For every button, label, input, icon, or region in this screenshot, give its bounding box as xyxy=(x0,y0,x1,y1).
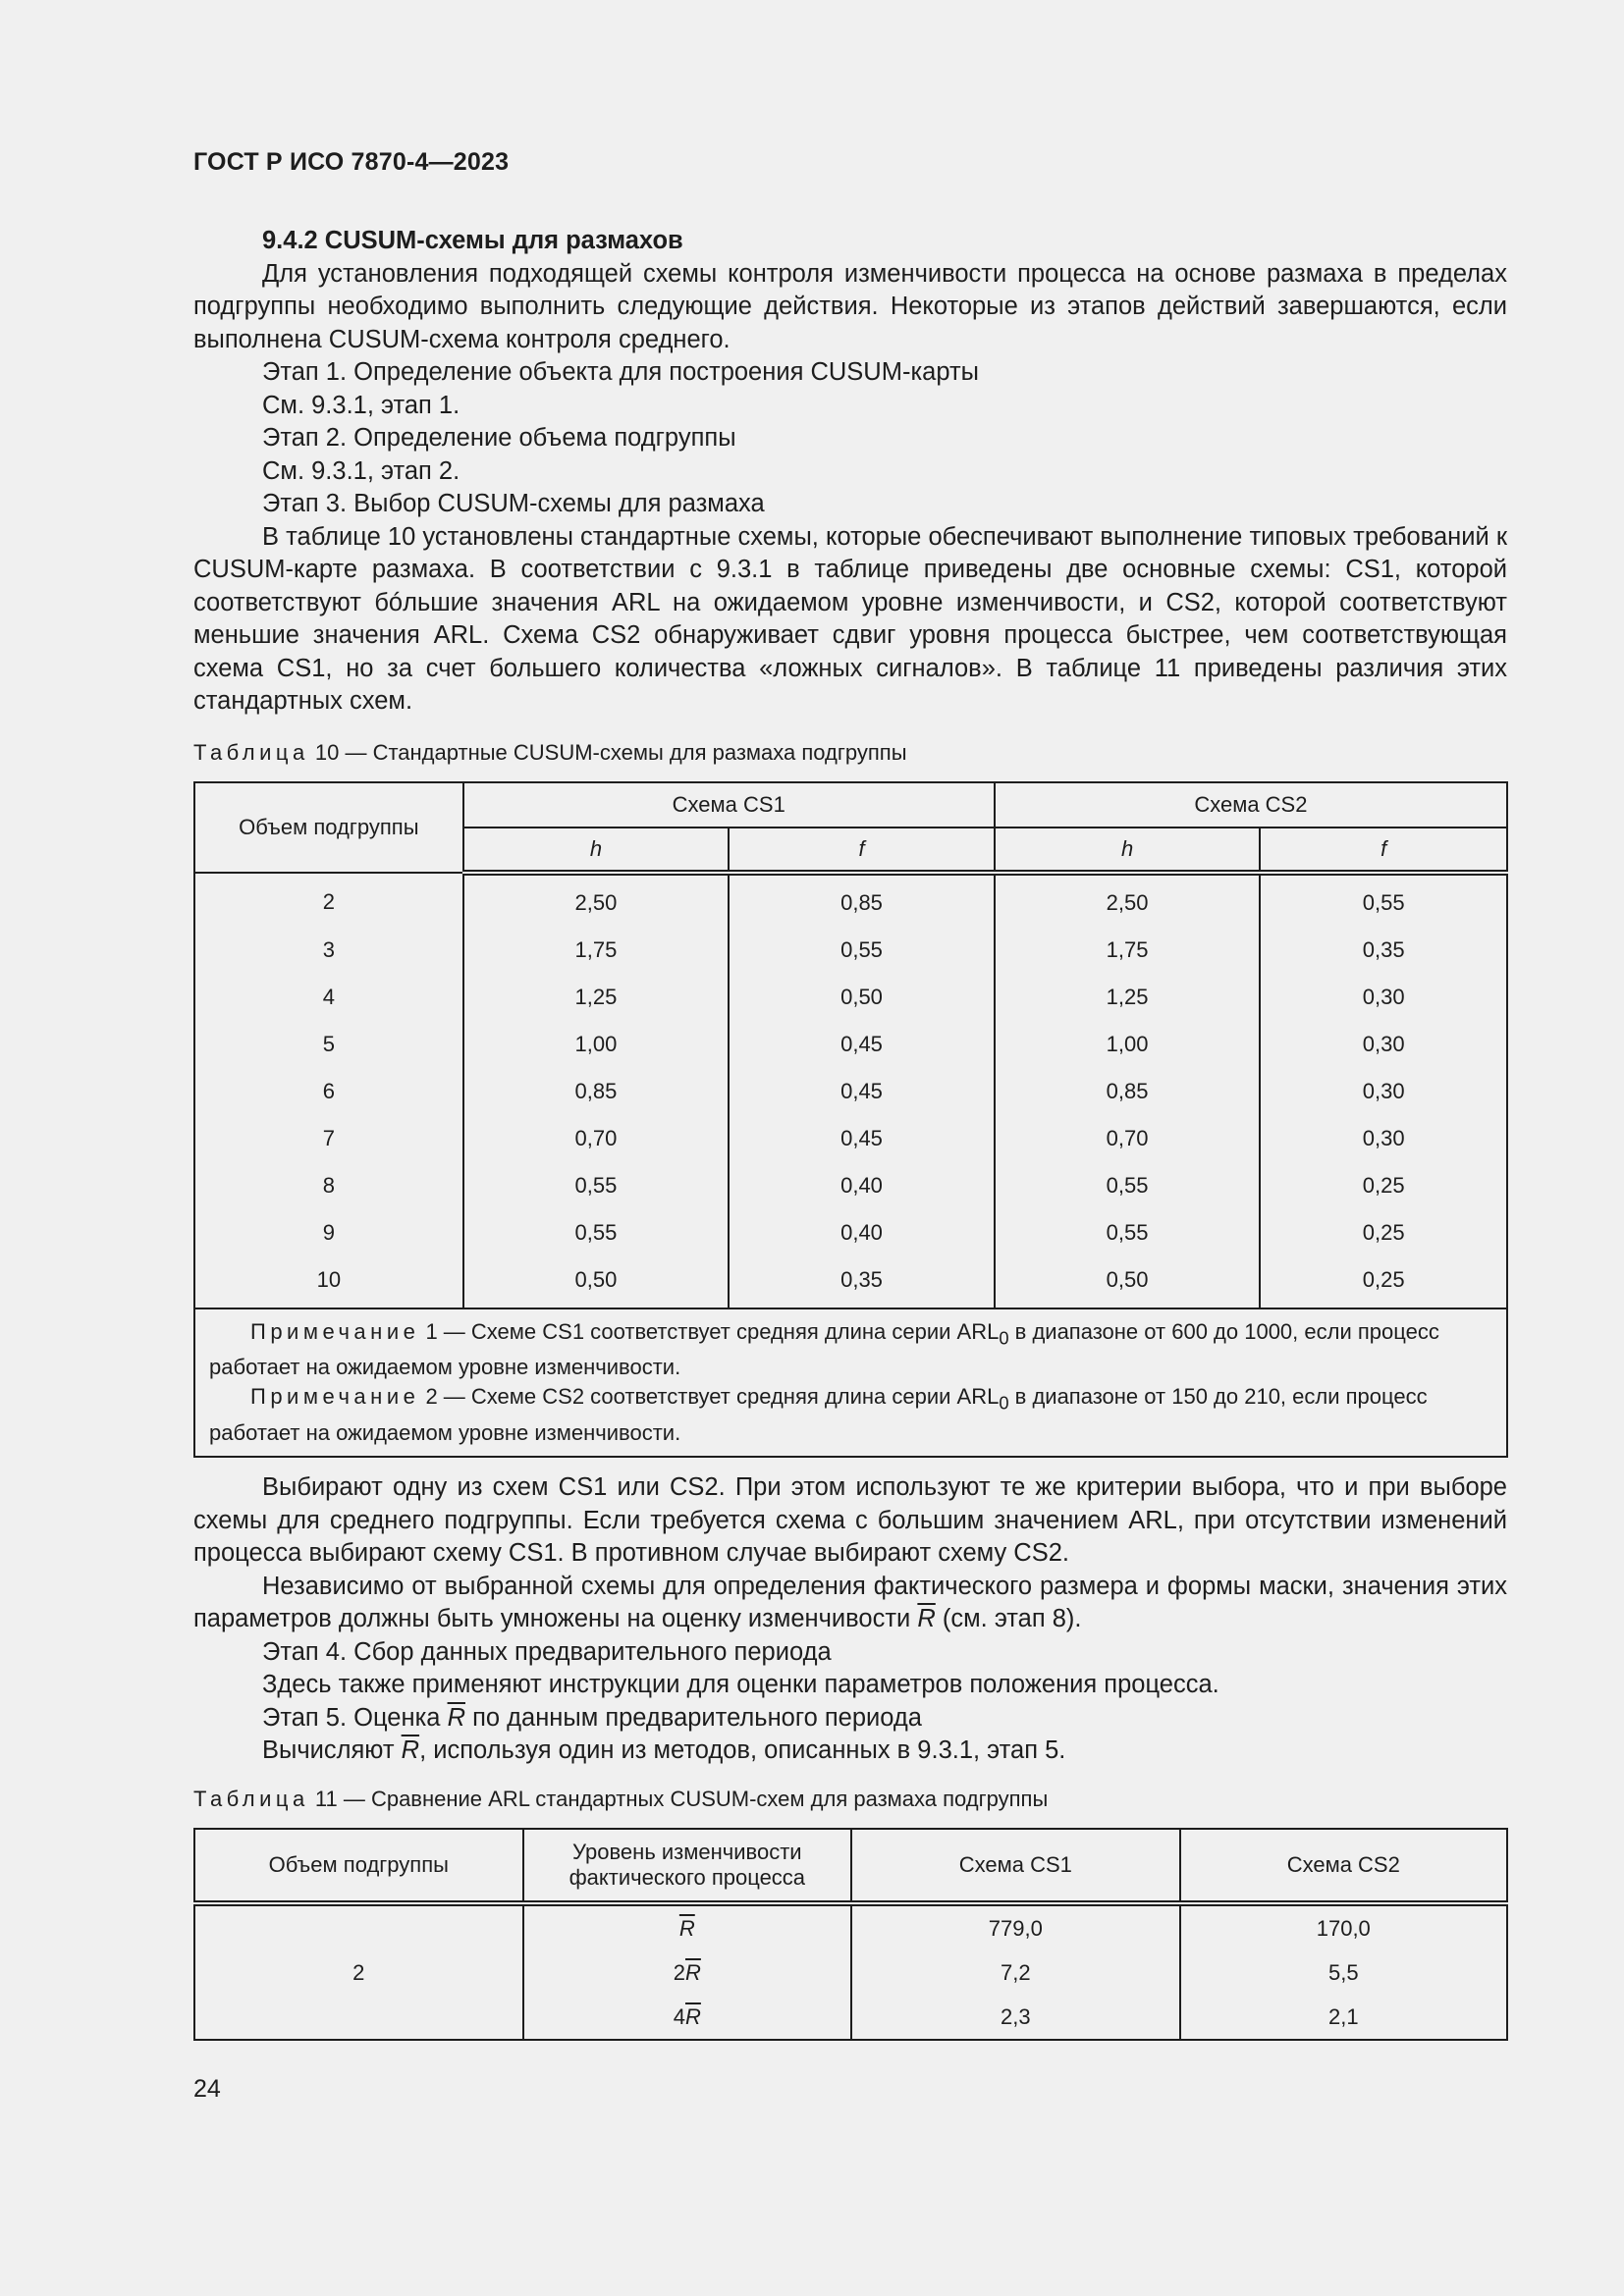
paragraph: Здесь также применяют инструкции для оценки параметров положения процесса. xyxy=(262,1671,1219,1698)
cs2-h-cell: 2,50 xyxy=(995,873,1261,927)
table-row xyxy=(194,927,1507,974)
table-10 xyxy=(193,781,1508,1458)
subgroup-size-cell: 6 xyxy=(194,1068,463,1115)
subgroup-size-cell: 8 xyxy=(194,1162,463,1209)
cs2-f-cell: 0,30 xyxy=(1260,1115,1507,1162)
col-scheme-cs1: Схема CS1 xyxy=(463,782,995,828)
cs1-h-cell: 0,55 xyxy=(463,1162,730,1209)
paragraph: Этап 3. Выбор CUSUM-схемы для размаха xyxy=(262,490,765,517)
paragraph: См. 9.3.1, этап 2. xyxy=(262,456,460,485)
table-notes xyxy=(194,1308,1507,1457)
subgroup-size-cell: 4 xyxy=(194,974,463,1021)
cs2-h-cell: 0,55 xyxy=(995,1209,1261,1256)
subgroup-size-cell: 7 xyxy=(194,1115,463,1162)
table-row xyxy=(194,1162,1507,1209)
paragraph: Этап 2. Определение объема подгруппы xyxy=(262,424,736,452)
table-row xyxy=(194,1256,1507,1308)
cs1-f-cell: 0,50 xyxy=(729,974,995,1021)
cs1-h-cell: 1,25 xyxy=(463,974,730,1021)
cs1-h-cell: 2,50 xyxy=(463,873,730,927)
caption-label: Таблица xyxy=(193,1787,309,1811)
r-bar-symbol: $\overline{R}$ xyxy=(917,1605,936,1632)
cs1-f-cell: 0,45 xyxy=(729,1021,995,1068)
col-scheme-cs2: Схема CS2 xyxy=(1180,1829,1507,1903)
cs1-f-cell: 0,85 xyxy=(729,873,995,927)
col-cs2-f: f xyxy=(1260,828,1507,873)
paragraph: Выбирают одну из схем CS1 или CS2. При этом используют те же критерии выбора, что и при выборе схемы для среднего подгруппы. Если требуется схема с большим значением ARL, при отсутствии изменений процесса выбирают схему CS1. В противном случае выбирают схему CS2. xyxy=(193,1473,1507,1567)
cs2-h-cell: 0,70 xyxy=(995,1115,1261,1162)
subgroup-size-cell: 2 xyxy=(194,873,463,927)
paragraph: Этап 5. Оценка $\overline{R}$ по данным предварительного периода xyxy=(262,1703,922,1732)
r-bar-symbol: $\overline{R}$ xyxy=(401,1736,420,1764)
subgroup-size-cell: 2 xyxy=(194,1903,523,2040)
col-cs1-f: f xyxy=(729,828,995,873)
col-cs1-h: h xyxy=(463,828,730,873)
cs2-f-cell: 0,30 xyxy=(1260,1021,1507,1068)
cs2-value-cell: 2,1 xyxy=(1180,1995,1507,2040)
paragraph: Вычисляют $\overline{R}$, используя один из методов, описанных в 9.3.1, этап 5. xyxy=(262,1736,1066,1764)
section-text-2 xyxy=(193,1471,1507,1768)
cs1-f-cell: 0,55 xyxy=(729,927,995,974)
col-subgroup-size: Объем подгруппы xyxy=(194,782,463,873)
table-11 xyxy=(193,1828,1508,2041)
cs1-f-cell: 0,45 xyxy=(729,1115,995,1162)
table-10-caption xyxy=(193,740,907,766)
variability-level-cell: $2\overline{R}$ xyxy=(523,1950,852,1995)
note-2: Примечание 2 — Схеме CS2 соответствует средняя длина серии $ARL_0$ в диапазоне от 150 до 210, если процесс работает на ожидаемом уровне изменчивости. xyxy=(209,1384,1428,1445)
cs1-h-cell: 0,85 xyxy=(463,1068,730,1115)
paragraph: Для установления подходящей схемы контроля изменчивости процесса на основе размаха в пределах подгруппы необходимо выполнить следующие действия. Некоторые из этапов действий завершаются, если выполнена CUSUM-схема контроля среднего. xyxy=(193,259,1507,353)
cs2-f-cell: 0,25 xyxy=(1260,1256,1507,1308)
cs1-h-cell: 0,70 xyxy=(463,1115,730,1162)
cs1-h-cell: 0,55 xyxy=(463,1209,730,1256)
cs2-f-cell: 0,35 xyxy=(1260,927,1507,974)
col-subgroup-size: Объем подгруппы xyxy=(194,1829,523,1903)
paragraph: Этап 4. Сбор данных предварительного периода xyxy=(262,1637,832,1666)
caption-text: 11 — Сравнение ARL стандартных CUSUM-схем для размаха подгруппы xyxy=(308,1787,1049,1811)
variability-level-cell: $4\overline{R}$ xyxy=(523,1995,852,2040)
cs2-f-cell: 0,30 xyxy=(1260,1068,1507,1115)
cs1-h-cell: 0,50 xyxy=(463,1256,730,1308)
section-text-1 xyxy=(193,225,1507,719)
subgroup-size-cell: 9 xyxy=(194,1209,463,1256)
cs2-f-cell: 0,30 xyxy=(1260,974,1507,1021)
table-row xyxy=(194,1115,1507,1162)
cs2-f-cell: 0,25 xyxy=(1260,1209,1507,1256)
table-row xyxy=(194,873,1507,927)
cs1-h-cell: 1,75 xyxy=(463,927,730,974)
table-row xyxy=(194,1903,1507,1950)
cs1-value-cell: 7,2 xyxy=(851,1950,1179,1995)
cs1-f-cell: 0,35 xyxy=(729,1256,995,1308)
col-scheme-cs2: Схема CS2 xyxy=(995,782,1507,828)
paragraph: Этап 1. Определение объекта для построения CUSUM-карты xyxy=(262,358,979,386)
section-heading: 9.4.2 CUSUM-схемы для размахов xyxy=(262,227,683,254)
paragraph: См. 9.3.1, этап 1. xyxy=(262,391,460,419)
cs2-h-cell: 1,75 xyxy=(995,927,1261,974)
cs1-h-cell: 1,00 xyxy=(463,1021,730,1068)
table-row xyxy=(194,1209,1507,1256)
note-1: Примечание 1 — Схеме CS1 соответствует средняя длина серии $ARL_0$ в диапазоне от 600 до 1000, если процесс работает на ожидаемом уровне изменчивости. xyxy=(209,1319,1439,1380)
col-variability-level: Уровень изменчивости фактического процесса xyxy=(523,1829,852,1903)
cs2-h-cell: 1,00 xyxy=(995,1021,1261,1068)
variability-level-cell: $\overline{R}$ xyxy=(523,1903,852,1950)
r-bar-symbol: $\overline{R}$ xyxy=(447,1703,465,1732)
cs1-f-cell: 0,45 xyxy=(729,1068,995,1115)
table-row xyxy=(194,974,1507,1021)
table-11-caption xyxy=(193,1787,1048,1812)
cs1-f-cell: 0,40 xyxy=(729,1209,995,1256)
cs1-value-cell: 779,0 xyxy=(851,1903,1179,1950)
cs2-h-cell: 0,55 xyxy=(995,1162,1261,1209)
subgroup-size-cell: 3 xyxy=(194,927,463,974)
col-cs2-h: h xyxy=(995,828,1261,873)
cs2-h-cell: 0,50 xyxy=(995,1256,1261,1308)
table-row xyxy=(194,1068,1507,1115)
cs2-h-cell: 1,25 xyxy=(995,974,1261,1021)
cs2-f-cell: 0,25 xyxy=(1260,1162,1507,1209)
paragraph: Независимо от выбранной схемы для определения фактического размера и формы маски, значения этих параметров должны быть умножены на оценку изменчивости $\overline{R}$ (см. этап 8). xyxy=(193,1572,1507,1632)
cs2-value-cell: 5,5 xyxy=(1180,1950,1507,1995)
cs1-f-cell: 0,40 xyxy=(729,1162,995,1209)
table-row xyxy=(194,1021,1507,1068)
cs2-h-cell: 0,85 xyxy=(995,1068,1261,1115)
cs2-f-cell: 0,55 xyxy=(1260,873,1507,927)
caption-text: 10 — Стандартные CUSUM-схемы для размаха подгруппы xyxy=(308,740,907,765)
cs2-value-cell: 170,0 xyxy=(1180,1903,1507,1950)
col-scheme-cs1: Схема CS1 xyxy=(851,1829,1179,1903)
subgroup-size-cell: 10 xyxy=(194,1256,463,1308)
caption-label: Таблица xyxy=(193,740,309,765)
cs1-value-cell: 2,3 xyxy=(851,1995,1179,2040)
paragraph: В таблице 10 установлены стандартные схемы, которые обеспечивают выполнение типовых требований к CUSUM-карте размаха. В соответствии с 9.3.1 в таблице приведены две основные схемы: CS1, которой соответствуют бóльшие значения ARL на ожидаемом уровне изменчивости, и CS2, которой соответствуют меньшие значения ARL. Схема CS2 обнаруживает сдвиг уровня процесса быстрее, чем соответствующая схема CS1, но за счет большего количества «ложных сигналов». В таблице 11 приведены различия этих стандартных схем. xyxy=(193,522,1507,715)
page-number: 24 xyxy=(193,2075,221,2103)
document-code: ГОСТ Р ИСО 7870-4—2023 xyxy=(193,148,510,176)
subgroup-size-cell: 5 xyxy=(194,1021,463,1068)
